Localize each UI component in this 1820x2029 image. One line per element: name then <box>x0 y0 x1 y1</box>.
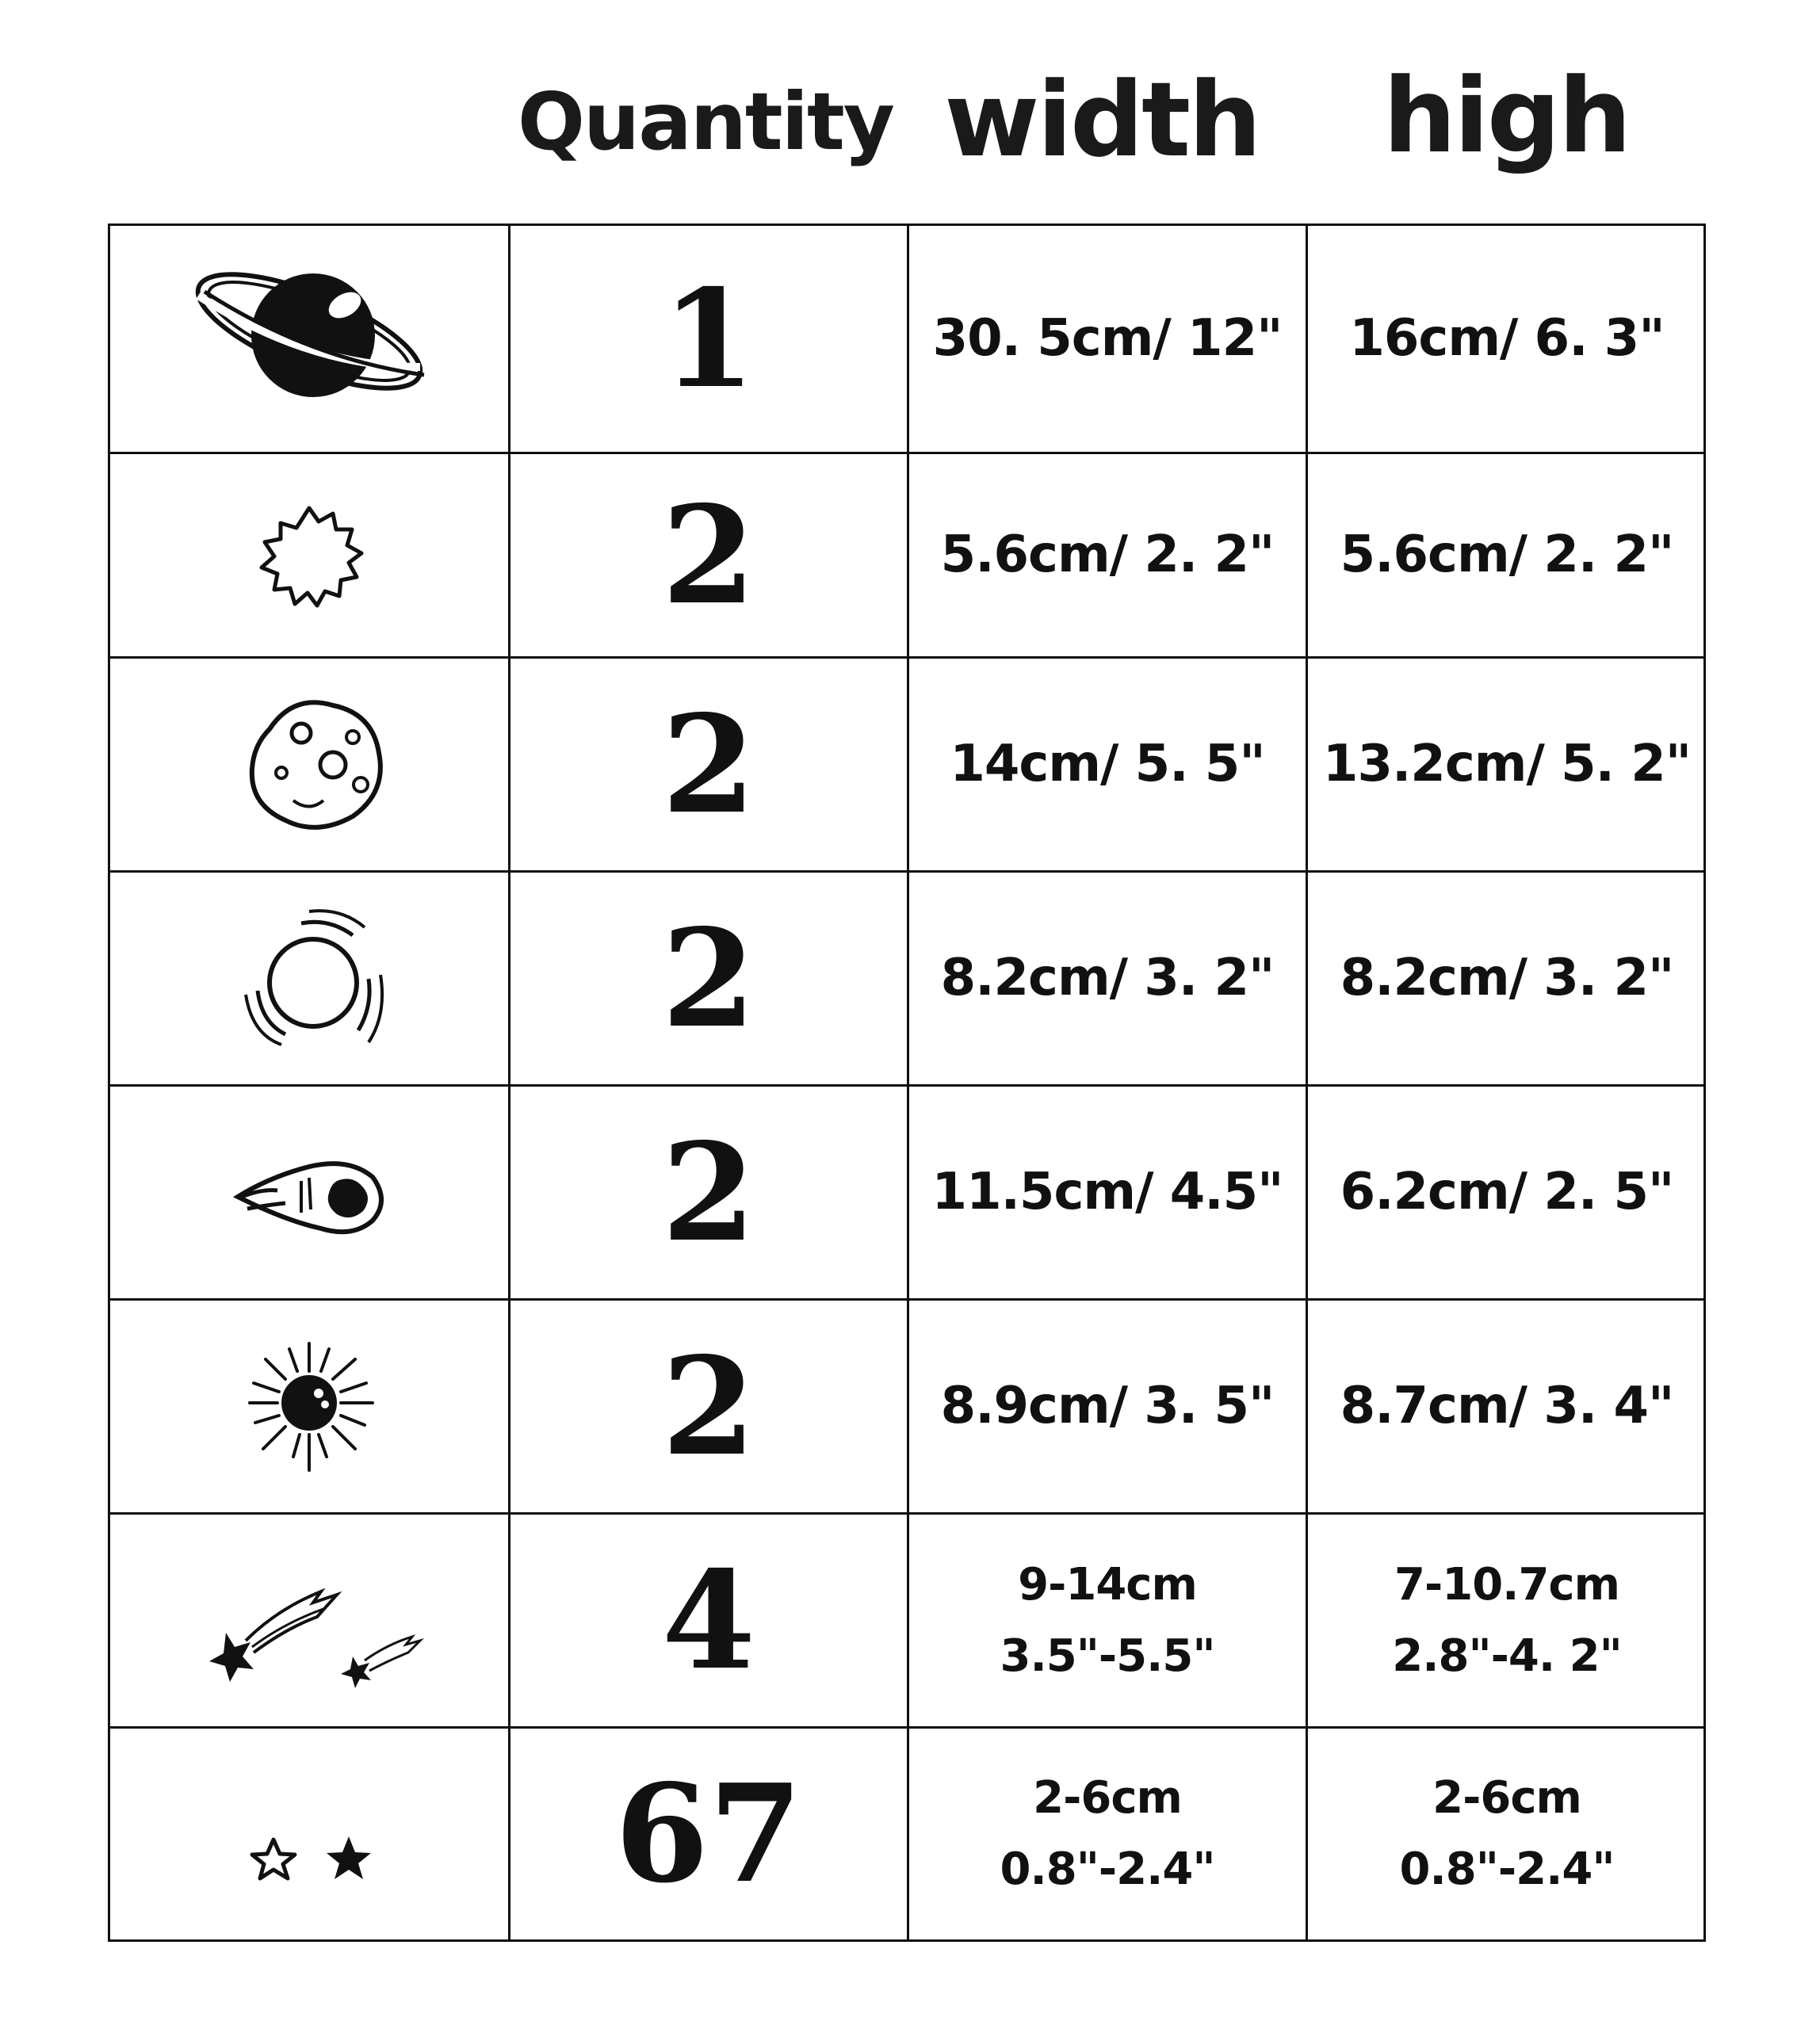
table-row-4-width: 8.2cm/ 3. 2" <box>940 948 1275 1007</box>
table-row-8-width <box>909 1729 1306 1939</box>
table-row-5-quantity: 2 <box>661 1113 756 1272</box>
comet-icon <box>182 1102 436 1284</box>
spiky-sun-outline-icon <box>182 464 436 647</box>
table-row-8-high-cm: 2-6cm <box>1432 1772 1581 1825</box>
table-row-5-icon-cell <box>110 1087 508 1298</box>
table-row-8-width-in: 0.8"-2.4" <box>1000 1844 1215 1895</box>
table-row-4-high: 8.2cm/ 3. 2" <box>1340 948 1674 1007</box>
header-width: width <box>944 59 1260 180</box>
table-row-1-width: 30. 5cm/ 12" <box>932 308 1283 368</box>
table-row-7-icon-cell <box>110 1515 508 1726</box>
table-row-3-icon-cell <box>110 659 508 870</box>
cratered-moon-icon <box>182 674 436 856</box>
table-row-6-high: 8.7cm/ 3. 4" <box>1340 1376 1674 1435</box>
table-row-8-width-cm: 2-6cm <box>1033 1772 1182 1825</box>
table-row-1-high: 16cm/ 6. 3" <box>1349 308 1665 368</box>
table-row-1-icon-cell <box>110 226 508 452</box>
table-row-8-icon-cell <box>110 1729 508 1939</box>
table-row-2-high: 5.6cm/ 2. 2" <box>1340 525 1674 584</box>
size-table <box>108 224 1706 1942</box>
header-quantity: Quantity <box>518 75 893 168</box>
table-row-7-width <box>909 1515 1306 1726</box>
table-row-8-high-in: 0.8"-2.4" <box>1399 1844 1615 1895</box>
shooting-stars-icon <box>182 1530 436 1712</box>
table-row-6-width: 8.9cm/ 3. 5" <box>940 1376 1275 1435</box>
ringed-planet-icon <box>182 248 436 430</box>
table-row-7-high <box>1308 1515 1706 1726</box>
header-high: high <box>1382 55 1630 176</box>
table-row-2-width: 5.6cm/ 2. 2" <box>940 525 1275 584</box>
table-row-7-quantity: 4 <box>661 1541 756 1700</box>
table-row-6-icon-cell <box>110 1301 508 1512</box>
table-row-5-width: 11.5cm/ 4.5" <box>931 1162 1283 1221</box>
table-row-8-quantity: 67 <box>614 1755 803 1913</box>
table-row-5-high: 6.2cm/ 2. 5" <box>1340 1162 1674 1221</box>
orbiting-circle-icon <box>182 888 436 1070</box>
radiant-sun-icon <box>182 1316 436 1498</box>
table-row-1-quantity: 1 <box>661 259 756 418</box>
table-row-7-width-cm: 9-14cm <box>1018 1558 1197 1611</box>
table-row-4-icon-cell <box>110 873 508 1084</box>
table-row-7-high-in: 2.8"-4. 2" <box>1392 1630 1622 1682</box>
table-row-4-quantity: 2 <box>661 899 756 1058</box>
table-row-6-quantity: 2 <box>661 1327 756 1486</box>
table-row-3-quantity: 2 <box>661 685 756 844</box>
table-row-7-high-cm: 7-10.7cm <box>1394 1558 1619 1611</box>
small-stars-icon <box>182 1743 436 1925</box>
table-row-7-width-in: 3.5"-5.5" <box>1000 1630 1215 1682</box>
table-row-3-high: 13.2cm/ 5. 2" <box>1322 734 1692 793</box>
table-row-8-high <box>1308 1729 1706 1939</box>
table-row-2-icon-cell <box>110 454 508 656</box>
table-row-3-width: 14cm/ 5. 5" <box>950 734 1265 793</box>
table-row-2-quantity: 2 <box>661 476 756 635</box>
